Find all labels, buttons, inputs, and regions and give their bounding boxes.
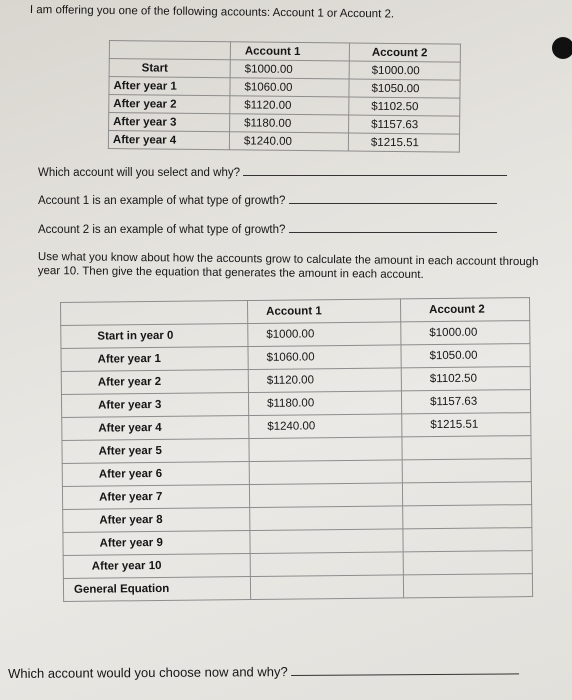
table-row	[108, 131, 459, 153]
account-2-value: $1050.00	[349, 79, 460, 98]
question-account-2-growth	[38, 222, 497, 236]
account-2-value: $1000.00	[401, 321, 530, 345]
account-1-value: $1120.00	[230, 96, 349, 115]
account-2-value-blank[interactable]	[402, 459, 531, 483]
row-label: After year 1	[109, 77, 230, 96]
account-2-value-blank[interactable]	[403, 528, 532, 552]
question-text: Account 2 is an example of what type of growth?	[38, 224, 286, 236]
question-text: Which account would you choose now and why?	[8, 664, 288, 681]
answer-line[interactable]	[243, 165, 507, 176]
account-2-value: $1102.50	[349, 97, 460, 116]
row-label: After year 3	[109, 113, 230, 132]
account-1-value-blank[interactable]	[250, 529, 403, 554]
question-text: Account 1 is an example of what type of growth?	[38, 195, 286, 207]
row-label: After year 7	[62, 485, 249, 510]
row-label: After year 9	[63, 531, 250, 556]
account-1-value-blank[interactable]	[250, 506, 403, 531]
row-label: Start	[109, 59, 230, 78]
account-2-value: $1157.63	[401, 390, 530, 414]
account-2-equation-blank[interactable]	[403, 574, 532, 598]
account-2-value-blank[interactable]	[402, 436, 531, 460]
account-1-value: $1000.00	[248, 322, 401, 347]
answer-line[interactable]	[289, 222, 497, 233]
account-1-value: $1180.00	[248, 391, 401, 416]
account-1-value-blank[interactable]	[249, 483, 402, 508]
row-label: General Equation	[63, 577, 250, 602]
account-2-value: $1215.51	[402, 413, 531, 437]
row-label: After year 4	[62, 416, 249, 441]
account-1-value: $1000.00	[230, 60, 349, 79]
question-account-1-growth	[38, 193, 497, 207]
table-row	[63, 574, 532, 602]
account-1-value-blank[interactable]	[250, 552, 403, 577]
row-label: After year 3	[61, 393, 248, 418]
instruction-text: Use what you know about how the accounts grow to calculate the amount in each account through year 10. Then give the equation that generates the amount in each account.	[37, 250, 539, 282]
account-2-value: $1000.00	[349, 61, 460, 80]
black-dot-mark	[552, 37, 572, 59]
account-2-value-blank[interactable]	[402, 482, 531, 506]
account-1-value: $1120.00	[248, 368, 401, 393]
accounts-table-1	[108, 40, 461, 153]
answer-line[interactable]	[289, 193, 497, 204]
table-header-cell	[109, 41, 230, 60]
account-1-value: $1240.00	[229, 132, 348, 151]
account-1-value-blank[interactable]	[249, 437, 402, 462]
account-2-header: Account 2	[400, 298, 529, 322]
question-text: Which account will you select and why?	[38, 167, 240, 179]
account-1-header: Account 1	[247, 299, 400, 324]
account-2-value: $1102.50	[401, 367, 530, 391]
account-2-value: $1050.00	[401, 344, 530, 368]
account-1-value: $1060.00	[230, 78, 349, 97]
account-2-value: $1215.51	[348, 133, 459, 152]
account-1-header: Account 1	[230, 42, 349, 61]
account-1-value: $1240.00	[249, 414, 402, 439]
account-1-value: $1180.00	[230, 114, 349, 133]
row-label: After year 2	[109, 95, 230, 114]
account-2-header: Account 2	[349, 43, 460, 62]
accounts-table-2	[60, 297, 533, 602]
row-label: After year 5	[62, 439, 249, 464]
row-label: After year 6	[62, 462, 249, 487]
account-1-value: $1060.00	[248, 345, 401, 370]
row-label: After year 4	[108, 131, 229, 150]
account-2-value-blank[interactable]	[403, 551, 532, 575]
answer-line[interactable]	[291, 661, 519, 676]
account-1-equation-blank[interactable]	[250, 575, 403, 600]
row-label: Start in year 0	[61, 324, 248, 349]
account-1-value-blank[interactable]	[249, 460, 402, 485]
row-label: After year 1	[61, 347, 248, 372]
row-label: After year 8	[63, 508, 250, 533]
final-question	[8, 661, 519, 681]
question-select-account	[38, 165, 507, 179]
table-header-cell	[61, 301, 248, 326]
row-label: After year 2	[61, 370, 248, 395]
account-2-value-blank[interactable]	[403, 505, 532, 529]
account-2-value: $1157.63	[349, 115, 460, 134]
intro-text: I am offering you one of the following accounts: Account 1 or Account 2.	[29, 4, 395, 21]
row-label: After year 10	[63, 554, 250, 579]
